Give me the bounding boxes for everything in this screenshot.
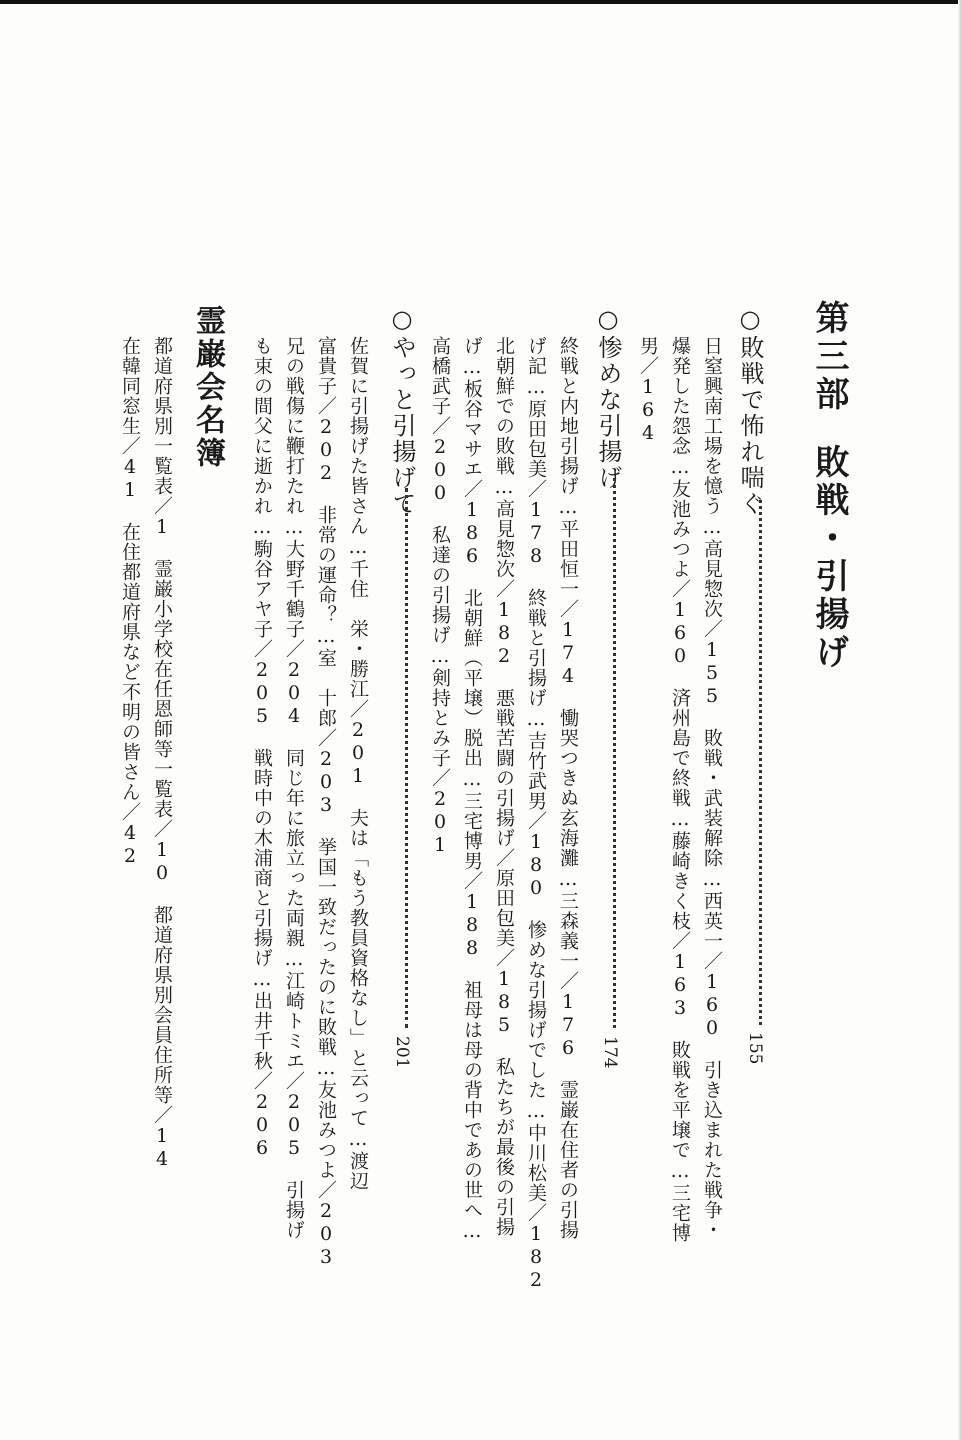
section-heading-2: ○惨めな引揚げ (594, 305, 622, 491)
part-number: 第三部 (809, 300, 849, 414)
registry-line-1: 都道府県別一覧表／1 霊巌小学校在任恩師等一覧表／10 都道府県別会員住所等／14 (151, 336, 173, 1171)
section-page-3: 201 (392, 1036, 412, 1069)
registry-line-2: 在韓同窓生／41 在住都道府県など不明の皆さん／42 (119, 336, 141, 868)
part-name: 敗戦・引揚げ (809, 444, 849, 672)
section-3-line-4: も束の間父に逝かれ…駒谷アヤ子／205 戦時中の木浦商と引揚げ…出井千秋／206 (251, 336, 273, 1160)
section-1-line-1: 日窒興南工場を憶う…高見惣次／155 敗戦・武装解除…西英一／160 引き込まれた戦争・ (701, 336, 723, 1240)
section-page-1: 155 (745, 1032, 765, 1065)
section-2-line-1: 終戦と内地引揚げ…平田恒一／174 慟哭つきぬ玄海灘…三森義一／176 霊巌在住者の引揚 (557, 336, 579, 1240)
section-2-line-5: 高橋武子／200 私達の引揚げ…剣持とみ子／201 (429, 336, 451, 857)
section-3-line-1: 佐賀に引揚げた皆さん…千住 栄・勝江／201 夫は「もう教員資格なし」と云って…渡辺 (347, 336, 369, 1191)
section-3-line-3: 兄の戦傷に鞭打たれ…大野千鶴子／204 同じ年に旅立った両親…江崎トミエ／205 引揚げ (283, 336, 305, 1240)
section-3-line-2: 富貴子／202 非常の運命？…室 十郎／203 挙国一致だったのに敗戦…友池みつよ／203 (315, 336, 337, 1269)
section-2-line-3: 北朝鮮での敗戦…高見惣次／182 悪戦苦闘の引揚げ／原田包美／185 私たちが最後の引揚 (493, 336, 515, 1237)
section-2-line-2: げ記…原田包美／178 終戦と引揚げ…吉竹武男／180 惨めな引揚げでした…中川松美／182 (525, 336, 547, 1292)
leader-dots-2 (613, 478, 616, 1028)
leader-dots-1 (759, 500, 762, 1025)
part-title (809, 300, 849, 672)
section-2-line-4: げ…板谷マサエ／186 北朝鮮（平壌）脱出…三宅博男／188 祖母は母の背中であの世へ… (461, 336, 483, 1243)
section-1-line-2: 爆発した怨念…友池みつよ／160 済州島で終戦…藤崎きく枝／163 敗戦を平壌で…三宅博 (669, 336, 691, 1243)
registry-title: 霊巌会名簿 (190, 305, 225, 470)
page-top-edge (0, 0, 961, 4)
leader-dots-3 (405, 488, 408, 1028)
section-page-2: 174 (600, 1036, 620, 1069)
section-heading-1: ○敗戦で怖れ喘ぐ (736, 305, 764, 517)
section-heading-3: ○やっと引揚げて (388, 305, 416, 517)
section-1-line-3: 男／164 (637, 336, 659, 445)
